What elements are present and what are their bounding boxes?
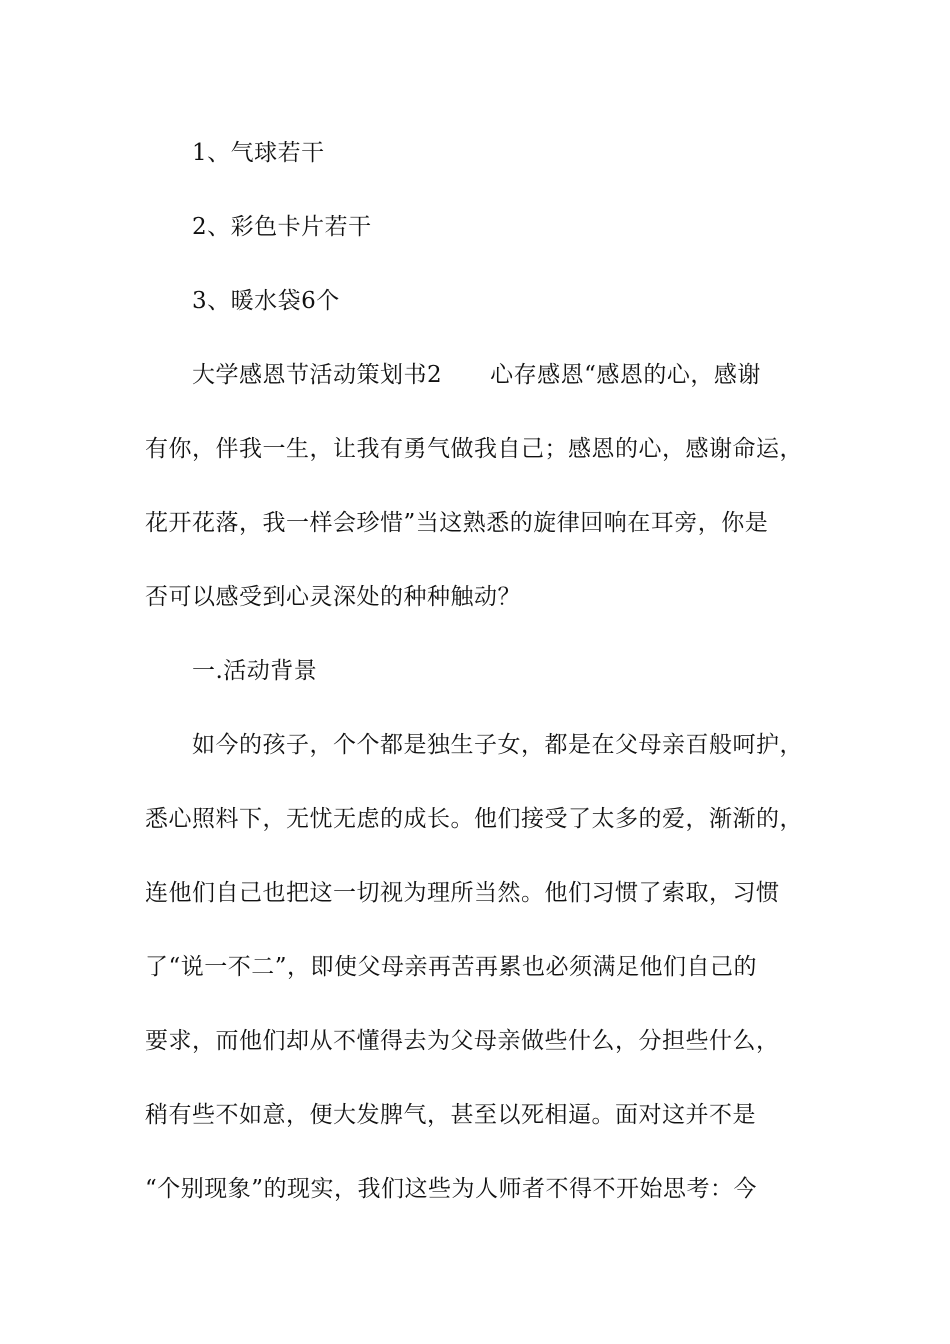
title-paragraph-line: [192, 360, 857, 390]
paragraph-line: 花开花落，我一样会珍惜”当这熟悉的旋律回响在耳旁，你是: [145, 510, 769, 536]
paragraph-line: 否可以感受到心灵深处的种种触动？: [145, 584, 521, 610]
paragraph-line: 有你，伴我一生，让我有勇气做我自己；感恩的心，感谢命运，: [145, 436, 803, 462]
document-title: 大学感恩节活动策划书2: [192, 362, 443, 388]
paragraph-line: 连他们自己也把这一切视为理所当然。他们习惯了索取，习惯: [145, 880, 780, 906]
paragraph-line: “个别现象”的现实，我们这些为人师者不得不开始思考：今: [145, 1176, 758, 1202]
list-item: 2、彩色卡片若干: [192, 214, 372, 240]
section-heading: 一.活动背景: [192, 658, 318, 684]
list-item: 1、气球若干: [192, 140, 325, 166]
paragraph-text: 心存感恩“感恩的心，感谢: [490, 362, 761, 388]
list-item: 3、暖水袋6个: [192, 288, 340, 314]
paragraph-line: 要求，而他们却从不懂得去为父母亲做些什么，分担些什么，: [145, 1028, 780, 1054]
paragraph-line: 稍有些不如意，便大发脾气，甚至以死相逼。面对这并不是: [145, 1102, 756, 1128]
paragraph-line: 悉心照料下，无忧无虑的成长。他们接受了太多的爱，渐渐的，: [145, 806, 803, 832]
paragraph-line: 如今的孩子，个个都是独生子女，都是在父母亲百般呵护，: [192, 732, 803, 758]
paragraph-line: 了“说一不二”，即使父母亲再苦再累也必须满足他们自己的: [145, 954, 758, 980]
